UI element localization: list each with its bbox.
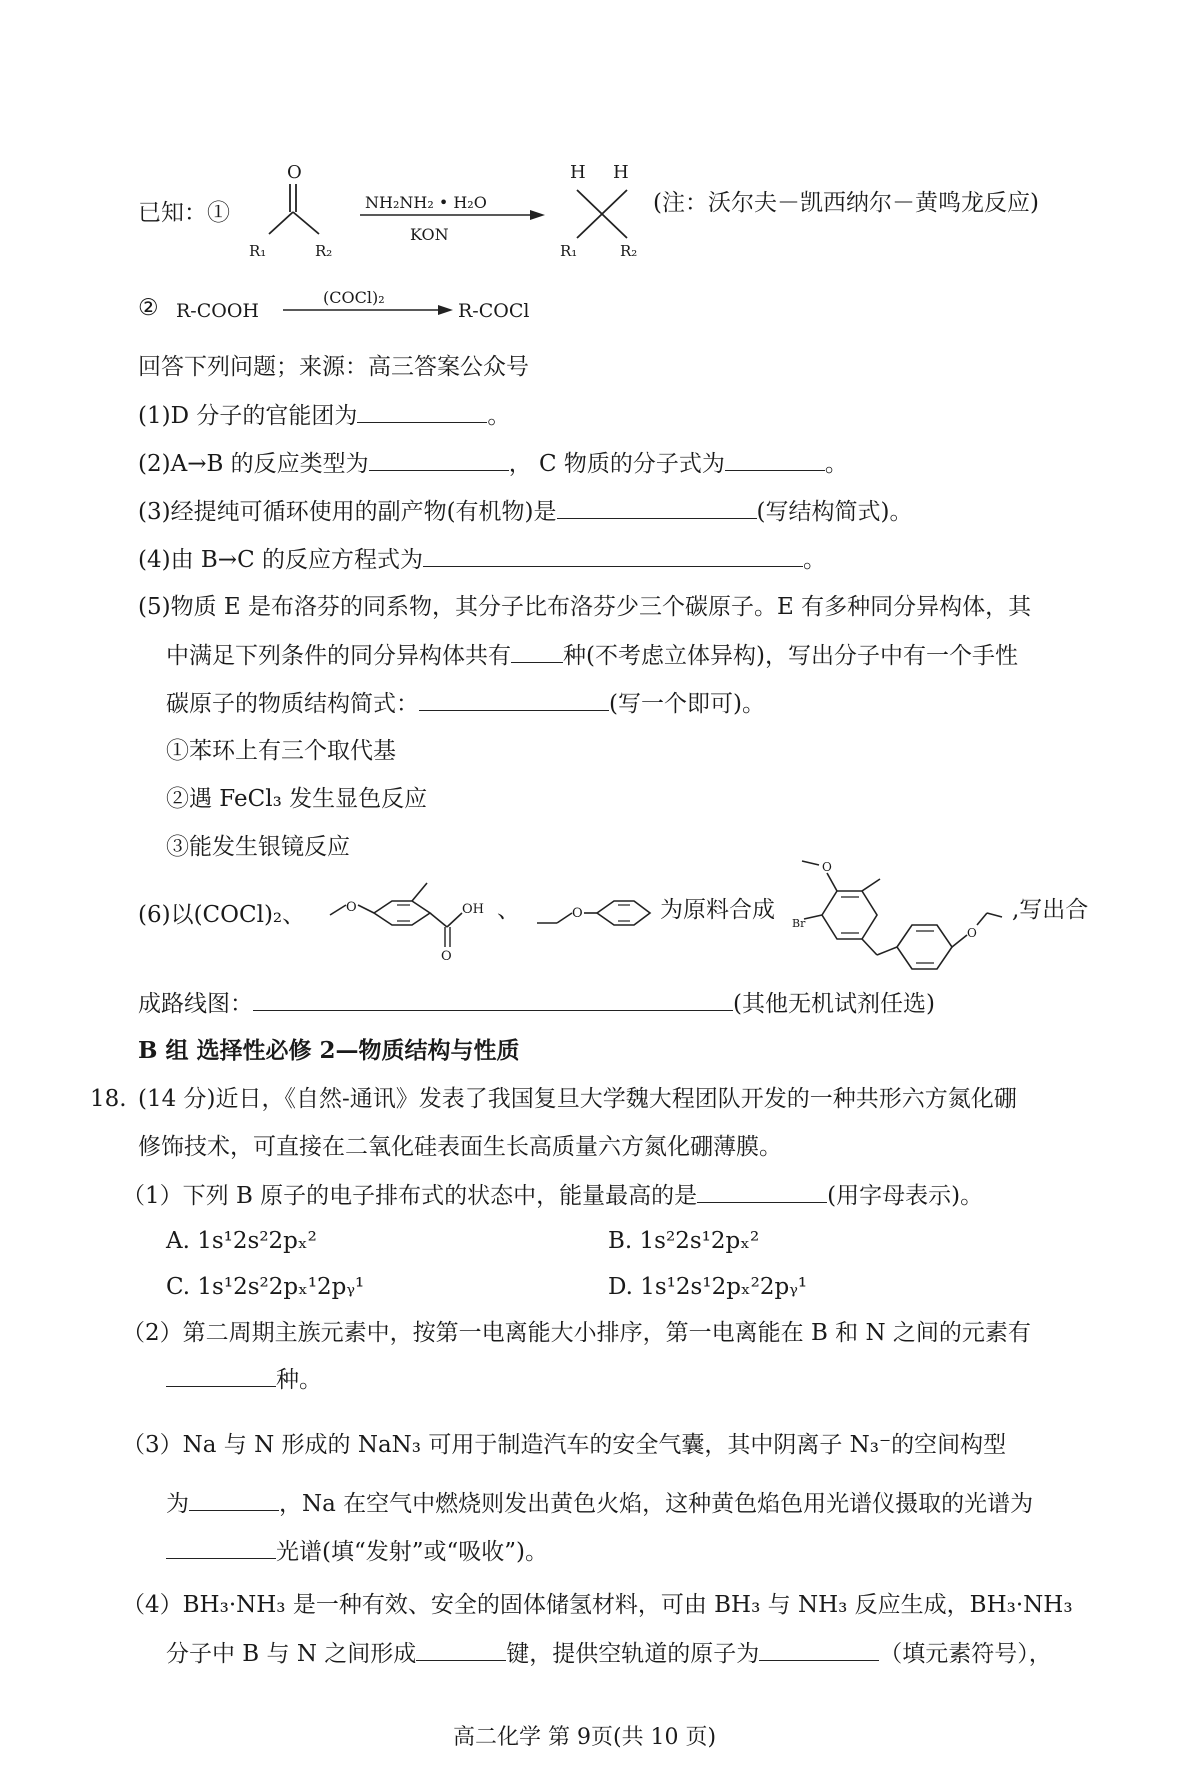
q4-answer-blank[interactable] [423, 544, 803, 567]
r1-label: R₁ [249, 242, 267, 260]
q18-p4-atom-blank[interactable] [759, 1638, 879, 1661]
q18-part4-line2 [166, 1638, 1052, 1669]
q18-part2-line1: （2）第二周期主族元素中，按第一电离能大小排序，第一电离能在 B 和 N 之间的元素有 [122, 1320, 1031, 1346]
q1-text: (1)D 分子的官能团为 [138, 403, 358, 429]
q18-part1 [122, 1180, 983, 1211]
q18-p4-mid: 键，提供空轨道的原子为 [506, 1641, 760, 1667]
reaction-note: (注：沃尔夫－凯西纳尔－黄鸣龙反应) [653, 190, 1039, 216]
svg-text:O: O [572, 906, 583, 921]
q5-condition-3: ③能发生银镜反应 [166, 834, 350, 860]
q18-part3-line2 [166, 1488, 1033, 1519]
q6-mid-text: 为原料合成 [660, 897, 775, 923]
intro-line: 回答下列问题；来源：高三答案公众号 [138, 354, 529, 380]
q6-prefix: (6)以(COCl)₂、 [138, 902, 306, 928]
q2-formula-blank[interactable] [725, 448, 825, 471]
q5-text: 中满足下列条件的同分异构体共有 [166, 643, 511, 669]
svg-text:OH: OH [462, 902, 484, 917]
q18-line2: 修饰技术，可直接在二氧化硅表面生长高质量六方氮化硼薄膜。 [138, 1134, 782, 1160]
page-footer: 高二化学 第 9页(共 10 页) [453, 1725, 717, 1750]
q5-structure-blank[interactable] [419, 688, 609, 711]
q18-p1-blank[interactable] [697, 1180, 827, 1203]
question-5-line2 [166, 640, 1018, 671]
q1-end: 。 [487, 403, 511, 429]
q18-p3-end: 光谱(填“发射”或“吸收”)。 [276, 1539, 548, 1565]
q18-p4-end: （填元素符号）， [879, 1641, 1052, 1667]
question-5-line3 [166, 688, 765, 719]
q2-text: (2)A→B 的反应类型为 [138, 451, 369, 477]
svg-text:Br: Br [792, 917, 806, 930]
option-c-text: 1s¹2s²2pₓ¹2pᵧ¹ [197, 1274, 365, 1300]
option-c-label: C. [166, 1274, 191, 1300]
q18-p3-text: 为 [166, 1491, 189, 1517]
question-4 [138, 544, 826, 575]
reaction1-scheme [235, 160, 1180, 270]
option-d-text: 1s¹2s¹2pₓ²2pᵧ¹ [640, 1274, 808, 1300]
q5-text-cont: 种(不考虑立体异构)，写出分子中有一个手性 [563, 643, 1018, 669]
q6-post-text: ,写出合 [1012, 897, 1089, 923]
q6-route-end: (其他无机试剂任选) [733, 991, 935, 1017]
reagent-bottom: KON [410, 225, 449, 244]
q18-p4-bond-blank[interactable] [416, 1638, 506, 1661]
option-a-text: 1s¹2s²2pₓ² [197, 1228, 317, 1254]
option-b[interactable] [608, 1226, 759, 1256]
q5-count-blank[interactable] [511, 640, 563, 663]
q6-structures [322, 855, 1122, 995]
known-label: 已知：① [138, 200, 230, 226]
svg-text:O: O [822, 860, 832, 874]
r2-label: R₂ [315, 242, 333, 260]
q3-answer-blank[interactable] [557, 496, 757, 519]
q5-structure-prompt: 碳原子的物质结构简式： [166, 691, 419, 717]
reaction2-scheme [138, 285, 598, 330]
q18-p1-text: （1）下列 B 原子的电子排布式的状态中，能量最高的是 [122, 1183, 698, 1209]
q18-p3-shape-blank[interactable] [189, 1488, 279, 1511]
svg-text:O: O [441, 949, 452, 964]
question-2 [138, 448, 848, 479]
q4-end: 。 [802, 547, 826, 573]
q5-condition-1: ①苯环上有三个取代基 [166, 738, 396, 764]
structure-ethoxybenzene [537, 901, 650, 925]
h-right-label: H [613, 162, 629, 183]
product-r2-label: R₂ [620, 242, 638, 260]
option-d-label: D. [608, 1274, 633, 1300]
option-d[interactable] [608, 1272, 807, 1302]
q18-p4-text: 分子中 B 与 N 之间形成 [166, 1641, 417, 1667]
rxn2-reactant: R-COOH [176, 300, 259, 322]
structure-target-product [792, 860, 1002, 969]
reagent-top: NH₂NH₂ • H₂O [365, 193, 487, 212]
q18-part2-line2 [166, 1364, 322, 1395]
q6-route-blank[interactable] [253, 988, 733, 1011]
q5-condition-2: ②遇 FeCl₃ 发生显色反应 [166, 786, 428, 812]
rxn2-product: R-COCl [458, 300, 530, 322]
structure-methoxy-methylbenzoic-acid [330, 883, 484, 964]
q18-part4-line1: （4）BH₃·NH₃ 是一种有效、安全的固体储氢材料，可由 BH₃ 与 NH₃ 反应生成，BH₃·NH₃ [122, 1592, 1073, 1618]
q18-part3-line1: （3）Na 与 N 形成的 NaN₃ 可用于制造汽车的安全气囊，其中阴离子 N₃⁻的空间构型 [122, 1432, 1007, 1458]
q6-line2 [138, 988, 935, 1019]
product-r1-label: R₁ [560, 242, 578, 260]
q6-separator: 、 [497, 897, 520, 923]
q2-mid-text: ， C 物质的分子式为 [508, 451, 725, 477]
q5-structure-end: (写一个即可)。 [609, 691, 765, 717]
question-5-line1: (5)物质 E 是布洛芬的同系物，其分子比布洛芬少三个碳原子。E 有多种同分异构体，其 [138, 594, 1032, 620]
option-a-label: A. [166, 1228, 190, 1254]
ketone-oxygen-label: O [287, 162, 302, 183]
q18-p1-end: (用字母表示)。 [827, 1183, 984, 1209]
q6-route-prompt: 成路线图： [138, 991, 253, 1017]
q3-end: (写结构简式)。 [756, 499, 913, 525]
svg-text:O: O [346, 900, 357, 915]
q18-part3-line3 [166, 1536, 548, 1567]
question-3 [138, 496, 912, 527]
q18-number: 18. [90, 1086, 127, 1112]
group-b-heading: B 组 选择性必修 2—物质结构与性质 [138, 1037, 520, 1064]
q2-reaction-type-blank[interactable] [369, 448, 509, 471]
option-b-label: B. [608, 1228, 633, 1254]
svg-text:O: O [967, 926, 977, 940]
q1-answer-blank[interactable] [357, 400, 487, 423]
q2-end: 。 [824, 451, 848, 477]
q3-text: (3)经提纯可循环使用的副产物(有机物)是 [138, 499, 557, 525]
option-c[interactable] [166, 1272, 364, 1302]
question-1 [138, 400, 510, 431]
option-a[interactable] [166, 1226, 317, 1256]
q4-text: (4)由 B→C 的反应方程式为 [138, 547, 423, 573]
option-b-text: 1s²2s¹2pₓ² [639, 1228, 760, 1254]
q18-p2-blank[interactable] [166, 1364, 276, 1387]
q18-line1: (14 分)近日，《自然-通讯》发表了我国复旦大学魏大程团队开发的一种共形六方氮化硼 [138, 1086, 1017, 1112]
q18-p2-end: 种。 [276, 1367, 322, 1393]
q18-p3-text-cont: ，Na 在空气中燃烧则发出黄色火焰，这种黄色焰色用光谱仪摄取的光谱为 [279, 1491, 1034, 1517]
rxn2-reagent: (COCl)₂ [323, 288, 385, 307]
rxn2-number: ② [138, 295, 159, 321]
h-left-label: H [570, 162, 586, 183]
q18-p3-spectrum-blank[interactable] [166, 1536, 276, 1559]
